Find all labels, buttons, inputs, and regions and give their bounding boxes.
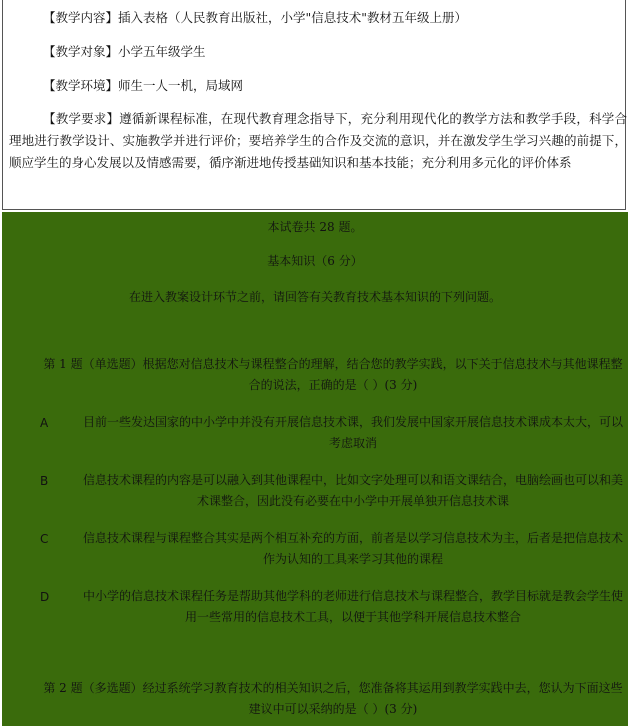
option-a-text[interactable]: 目前一些发达国家的中小学中并没有开展信息技术课，我们发展中国家开展信息技术课成本太大，可以考虑取消 — [82, 415, 623, 450]
exam-total: 本试卷共 28 题。 — [267, 220, 363, 234]
lesson-info-box — [2, 0, 626, 210]
teaching-requirement: 【教学要求】遵循新课程标准，在现代教育理念指导下，充分利用现代化的教学方法和教学手段，科学合理地进行教学设计、实施教学并进行评价；要培养学生的合作及交流的意识，并在激发学生学习兴趣的前提下，顺应学生的身心发展以及情感需要，循序渐进地传授基础知识和基本技能；充分利用多元化的评价体系 — [9, 111, 627, 170]
option-b-text[interactable]: 信息技术课程的内容是可以融入到其他课程中，比如文字处理可以和语文课结合，电脑绘画也可以和美术课整合，因此没有必要在中小学中开展单独开信息技术课 — [82, 473, 623, 508]
option-d-letter[interactable]: D — [40, 590, 50, 604]
option-c-text[interactable]: 信息技术课程与课程整合其实是两个相互补充的方面，前者是以学习信息技术为主，后者是把信息技术作为认知的工具来学习其他的课程 — [82, 531, 623, 566]
option-b-letter[interactable]: B — [40, 474, 49, 488]
option-d-text[interactable]: 中小学的信息技术课程任务是帮助其他学科的老师进行信息技术与课程整合，教学目标就是教会学生使用一些常用的信息技术工具，以便于其他学科开展信息技术整合 — [82, 589, 623, 624]
option-c-letter[interactable]: C — [40, 532, 49, 546]
teaching-content: 【教学内容】插入表格（人民教育出版社，小学"信息技术"教材五年级上册） — [43, 10, 468, 25]
section-instruction: 在进入教案设计环节之前，请回答有关教育技术基本知识的下列问题。 — [128, 290, 501, 304]
teaching-target: 【教学对象】小学五年级学生 — [43, 44, 206, 59]
teaching-environment: 【教学环境】师生一人一机，局域网 — [43, 78, 244, 93]
exam-section — [2, 212, 628, 726]
section-heading: 基本知识（6 分） — [267, 254, 363, 268]
question-2-title: 第 2 题（多选题）经过系统学习教育技术的相关知识之后，您准备将其运用到教学实践中去，您认为下面这些建议中可以采纳的是（ ）(3 分) — [43, 681, 623, 716]
question-1-title: 第 1 题（单选题）根据您对信息技术与课程整合的理解，结合您的教学实践，以下关于信息技术与其他课程整合的说法，正确的是（ ）(3 分) — [43, 357, 623, 392]
option-a-letter[interactable]: A — [40, 416, 49, 430]
